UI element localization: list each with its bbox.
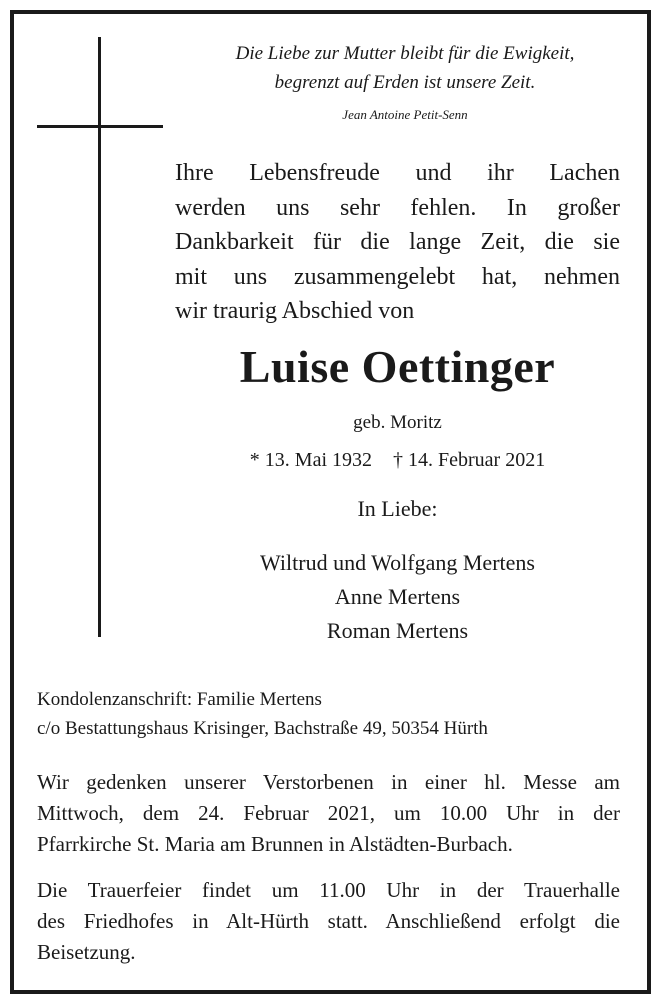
mass-line: Pfarrkirche St. Maria am Brunnen in Alstädten-Burbach. <box>37 832 513 856</box>
birth-date: * 13. Mai 1932 <box>249 449 372 471</box>
life-dates <box>175 449 620 472</box>
death-date: † 14. Februar 2021 <box>393 449 546 471</box>
cross-horizontal-bar <box>37 125 163 128</box>
quote-author: Jean Antoine Petit-Senn <box>342 107 468 122</box>
intro-text <box>175 156 620 329</box>
mass-notice <box>37 767 620 860</box>
memorial-quote <box>185 39 625 97</box>
mass-line: Wir gedenken unserer Verstorbenen in einer hl. Messe am <box>37 770 620 794</box>
quote-line: Die Liebe zur Mutter bleibt für die Ewigkeit, <box>235 43 575 64</box>
maiden-name: geb. Moritz <box>353 412 442 433</box>
mass-line: Mittwoch, dem 24. Februar 2021, um 10.00 Uhr in der <box>37 801 620 825</box>
funeral-line: des Friedhofes in Alt-Hürth statt. Anschließend erfolgt die <box>37 909 620 933</box>
intro-line: mit uns zusammengelebt hat, nehmen <box>175 263 620 290</box>
intro-line: Ihre Lebensfreude und ihr Lachen <box>175 160 620 186</box>
funeral-notice <box>37 875 620 968</box>
funeral-line: Die Trauerfeier findet um 11.00 Uhr in der Trauerhalle <box>37 878 620 902</box>
mourners-list <box>175 546 620 648</box>
quote-line: begrenzt auf Erden ist unsere Zeit. <box>274 72 536 93</box>
condolence-line: c/o Bestattungshaus Krisinger, Bachstraße 49, 50354 Hürth <box>37 718 488 739</box>
mourner: Wiltrud und Wolfgang Mertens <box>260 550 535 575</box>
condolence-line: Kondolenzanschrift: Familie Mertens <box>37 689 322 710</box>
in-love-heading: In Liebe: <box>357 496 438 521</box>
intro-line: Dankbarkeit für die lange Zeit, die sie <box>175 229 620 255</box>
mourner: Anne Mertens <box>334 584 461 609</box>
condolence-address <box>37 685 620 743</box>
funeral-line: Beisetzung. <box>37 940 136 964</box>
deceased-name: Luise Oettinger <box>239 341 556 392</box>
intro-line: wir traurig Abschied von <box>175 298 415 324</box>
mourner: Roman Mertens <box>326 618 469 643</box>
intro-line: werden uns sehr fehlen. In großer <box>175 194 620 221</box>
